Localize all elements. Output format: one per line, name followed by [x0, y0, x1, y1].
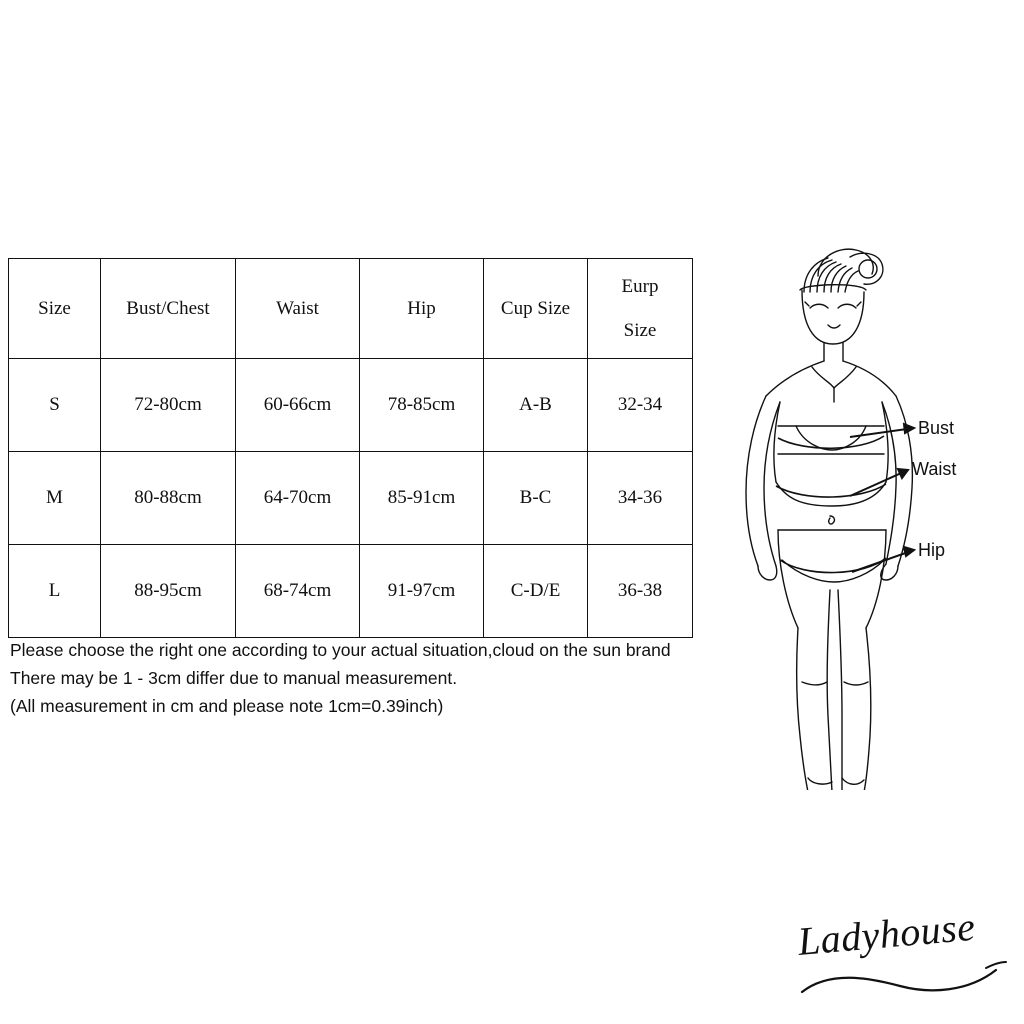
bust-callout-label: Bust [918, 418, 955, 438]
cell-bust: 72-80cm [101, 359, 236, 452]
cell-eurp: 32-34 [588, 359, 693, 452]
cell-size: L [9, 545, 101, 638]
cell-size: M [9, 452, 101, 545]
table-row [9, 452, 693, 545]
column-header-eurp-line2: Size [623, 319, 657, 341]
waist-measure-band [776, 484, 886, 497]
column-header-hip: Hip [360, 259, 484, 359]
column-header-size: Size [9, 259, 101, 359]
cell-cup: B-C [484, 452, 588, 545]
cell-size: S [9, 359, 101, 452]
brand-logo [795, 903, 1010, 1002]
waist-callout-label: Waist [912, 459, 957, 479]
column-header-waist: Waist [236, 259, 360, 359]
table-row [9, 545, 693, 638]
hip-callout-label: Hip [918, 540, 946, 560]
column-header-eurp-line1: Eurp [621, 275, 659, 297]
cell-cup: C-D/E [484, 545, 588, 638]
column-header-cup-size: Cup Size [484, 259, 588, 359]
cell-eurp: 34-36 [588, 452, 693, 545]
cell-waist: 68-74cm [236, 545, 360, 638]
cell-bust: 80-88cm [101, 452, 236, 545]
cell-waist: 60-66cm [236, 359, 360, 452]
note-line-1: Please choose the right one according to your actual situation,cloud on the sun brand [10, 640, 671, 660]
measurement-notes [10, 636, 700, 720]
note-line-3: (All measurement in cm and please note 1cm=0.39inch) [10, 696, 444, 716]
cell-waist: 64-70cm [236, 452, 360, 545]
column-header-bust: Bust/Chest [101, 259, 236, 359]
female-body-figure-illustration [700, 230, 1020, 790]
cell-hip: 91-97cm [360, 545, 484, 638]
measurement-figure-area [700, 230, 1020, 790]
brand-name: Ladyhouse [795, 903, 978, 965]
cell-bust: 88-95cm [101, 545, 236, 638]
column-header-eurp-size [588, 259, 693, 359]
note-line-2: There may be 1 - 3cm differ due to manual measurement. [10, 668, 458, 688]
bust-measure-band [778, 436, 884, 448]
table-row [9, 359, 693, 452]
cell-hip: 85-91cm [360, 452, 484, 545]
cell-hip: 78-85cm [360, 359, 484, 452]
size-chart-table [8, 258, 693, 638]
table-header-row [9, 259, 693, 359]
cell-cup: A-B [484, 359, 588, 452]
cell-eurp: 36-38 [588, 545, 693, 638]
